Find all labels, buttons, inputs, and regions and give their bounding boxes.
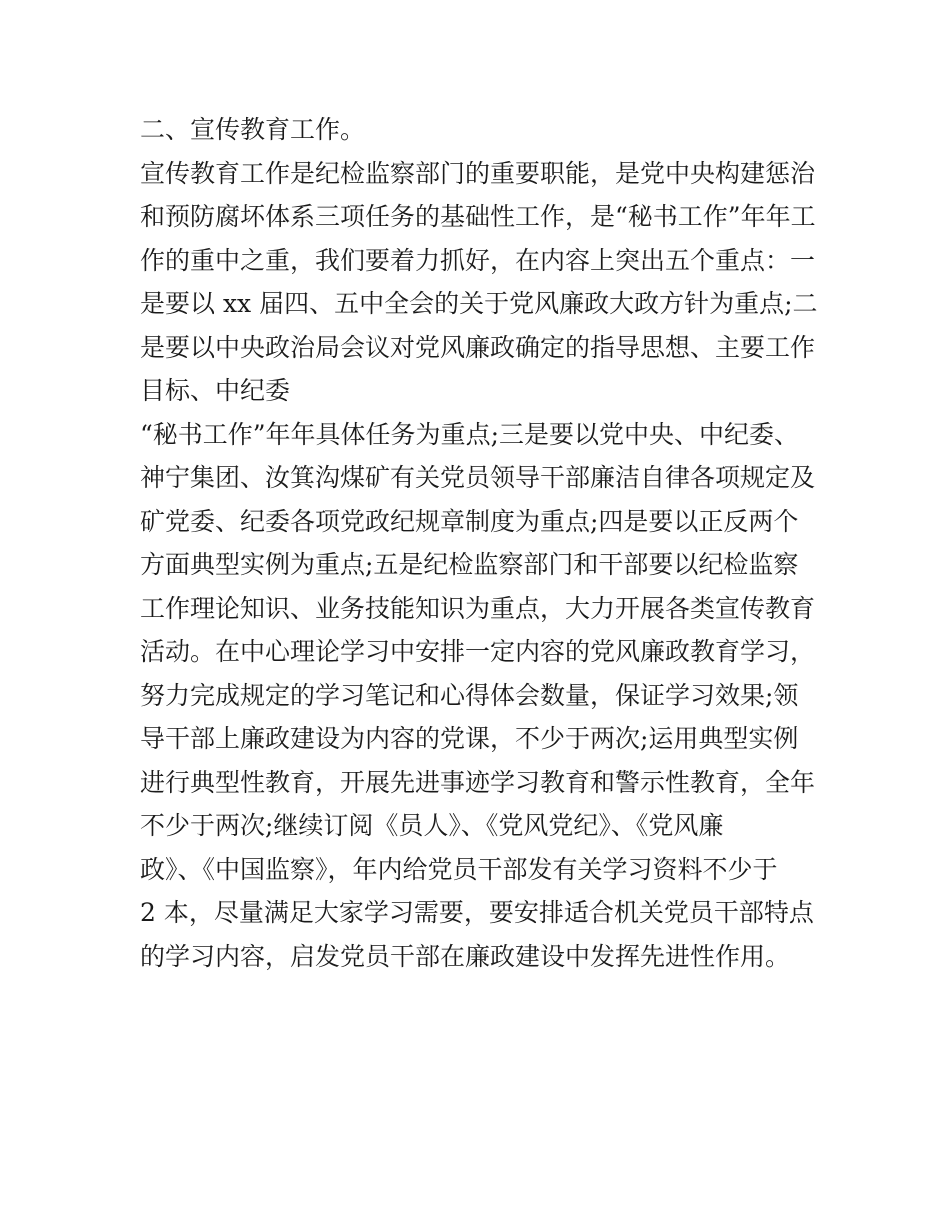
body-text xyxy=(140,108,830,978)
text-line: 是要以中央政治局会议对党风廉政确定的指导思想、主要工作 xyxy=(140,332,816,362)
text-line: 目标、中纪委 xyxy=(140,376,291,405)
text-line: 努力完成规定的学习笔记和心得体会数量，保证学习效果;领 xyxy=(140,680,799,710)
text-line: 导干部上廉政建设为内容的党课，不少于两次;运用典型实例 xyxy=(140,724,799,753)
text-line: 2 本，尽量满足大家学习需要，要安排适合机关党员干部特点 xyxy=(140,898,814,927)
text-line: 不少于两次;继续订阅《员人》、《党风党纪》、《党风廉 xyxy=(140,811,724,840)
text-line: 和预防腐坏体系三项任务的基础性工作，是“秘书工作”年年工 xyxy=(140,202,816,231)
text-line: 政》、《中国监察》，年内给党员干部发有关学习资料不少于 xyxy=(140,854,778,884)
heading-line: 二、宣传教育工作。 xyxy=(140,115,366,144)
text-line: 宣传教育工作是纪检监察部门的重要职能，是党中央构建惩治 xyxy=(140,158,816,188)
text-line: 矿党委、纪委各项党政纪规章制度为重点;四是要以正反两个 xyxy=(140,506,799,536)
text-line: 神宁集团、汝箕沟煤矿有关党员领导干部廉洁自律各项规定及 xyxy=(140,463,816,492)
text-line: 活动。在中心理论学习中安排一定内容的党风廉政教育学习， xyxy=(140,637,816,666)
text-line: 是要以 xx 届四、五中全会的关于党风廉政大政方针为重点;二 xyxy=(140,289,818,318)
text-line: 进行典型性教育，开展先进事迹学习教育和警示性教育，全年 xyxy=(140,767,816,797)
text-line: 的学习内容，启发党员干部在廉政建设中发挥先进性作用。 xyxy=(140,941,791,971)
text-line: 作的重中之重，我们要着力抓好，在内容上突出五个重点：一 xyxy=(140,245,816,275)
text-line: 工作理论知识、业务技能知识为重点，大力开展各类宣传教育 xyxy=(140,593,816,623)
text-line: “秘书工作”年年具体任务为重点;三是要以党中央、中纪委、 xyxy=(140,419,799,449)
text-line: 方面典型实例为重点;五是纪检监察部门和干部要以纪检监察 xyxy=(140,550,799,579)
